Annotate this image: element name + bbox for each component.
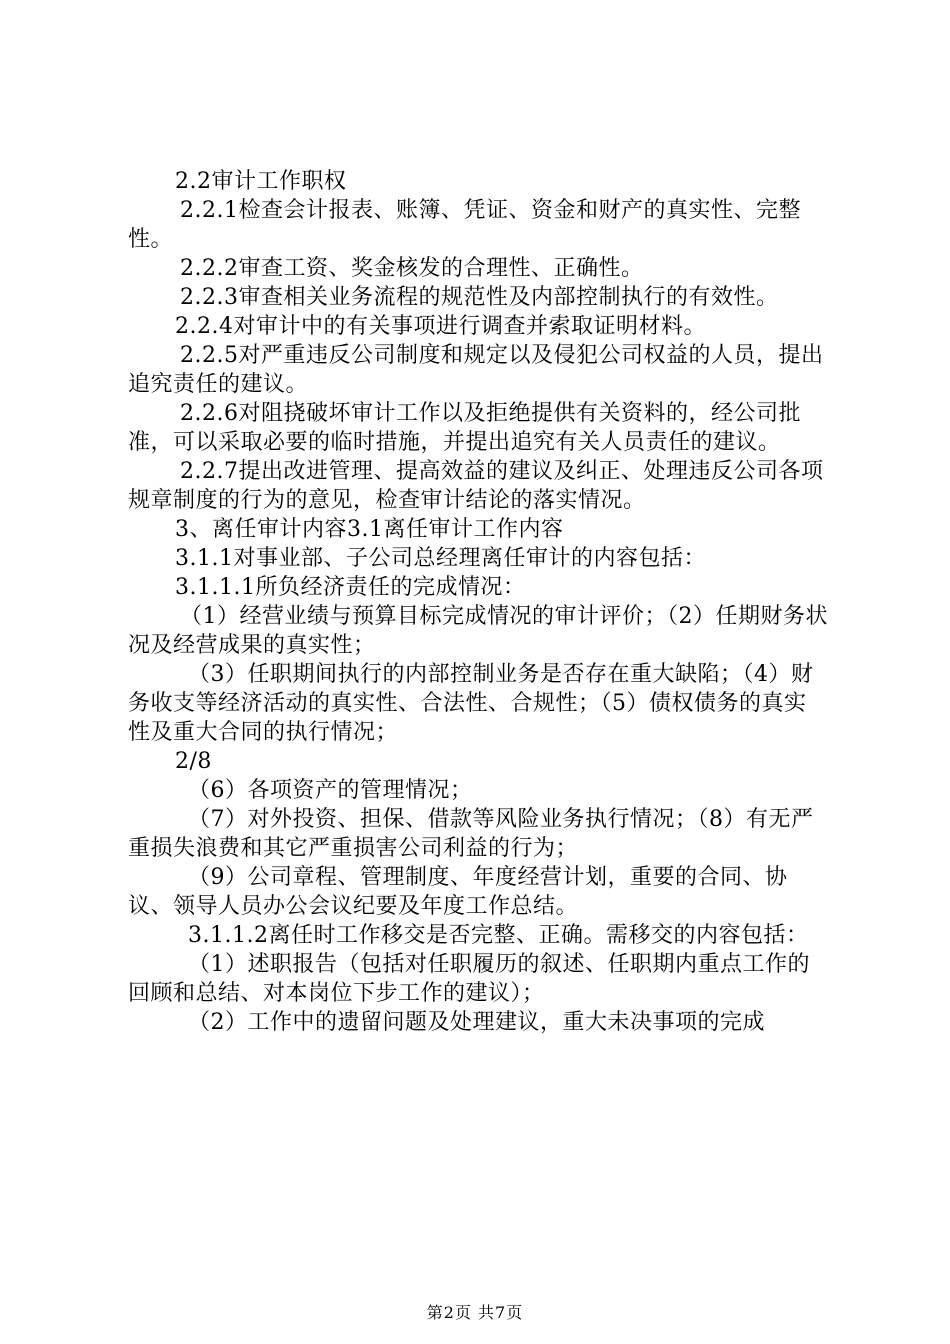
clause-2-2-2: 2.2.2审查工资、奖金核发的合理性、正确性。 <box>180 256 644 281</box>
list-item-9: （9）公司章程、管理制度、年度经营计划，重要的合同、协议、领导人员办公会议纪要及年度工作总结。 <box>128 865 788 919</box>
list-item-1-2: （1）经营业绩与预算目标完成情况的审计评价；（2）任期财务状况及经营成果的真实性； <box>128 604 828 658</box>
document-body <box>128 167 828 1037</box>
clause-3-1-1-1: 3.1.1.1所负经济责任的完成情况： <box>175 575 526 600</box>
clause-3-1-1-2: 3.1.1.2离任时工作移交是否完整、正确。需移交的内容包括： <box>188 923 809 948</box>
section-heading-3: 3、离任审计内容3.1离任审计工作内容 <box>175 517 564 542</box>
list-item-3-5: （3）任职期间执行的内部控制业务是否存在重大缺陷；（4）财务收支等经济活动的真实性、合法性、合规性；（5）债权债务的真实性及重大合同的执行情况； <box>128 662 814 745</box>
section-heading-2-2: 2.2审计工作职权 <box>175 169 347 194</box>
list-item-6: （6）各项资产的管理情况； <box>188 778 473 803</box>
clause-2-2-7: 2.2.7提出改进管理、提高效益的建议及纠正、处理违反公司各项规章制度的行为的意见，检查审计结论的落实情况。 <box>128 459 824 513</box>
clause-2-2-6: 2.2.6对阻挠破坏审计工作以及拒绝提供有关资料的，经公司批准，可以采取必要的临时措施，并提出追究有关人员责任的建议。 <box>128 401 801 455</box>
list-item-7-8: （7）对外投资、担保、借款等风险业务执行情况；（8）有无严重损失浪费和其它严重损害公司利益的行为； <box>128 807 814 861</box>
clause-2-2-5: 2.2.5对严重违反公司制度和规定以及侵犯公司权益的人员，提出追究责任的建议。 <box>128 343 824 397</box>
clause-3-1-1: 3.1.1对事业部、子公司总经理离任审计的内容包括： <box>175 546 706 571</box>
clause-2-2-4: 2.2.4对审计中的有关事项进行调查并索取证明材料。 <box>175 314 706 339</box>
page-marker: 2/8 <box>175 749 212 774</box>
clause-2-2-3: 2.2.3审查相关业务流程的规范性及内部控制执行的有效性。 <box>180 285 779 310</box>
handover-item-1: （1）述职报告（包括对任职履历的叙述、任职期内重点工作的回顾和总结、对本岗位下步工作的建议）； <box>128 952 810 1006</box>
clause-2-2-1: 2.2.1检查会计报表、账簿、凭证、资金和财产的真实性、完整性。 <box>128 198 801 252</box>
handover-item-2: （2）工作中的遗留问题及处理建议，重大未决事项的完成 <box>188 1010 765 1035</box>
page-footer: 第2页 共7页 <box>426 1303 524 1322</box>
